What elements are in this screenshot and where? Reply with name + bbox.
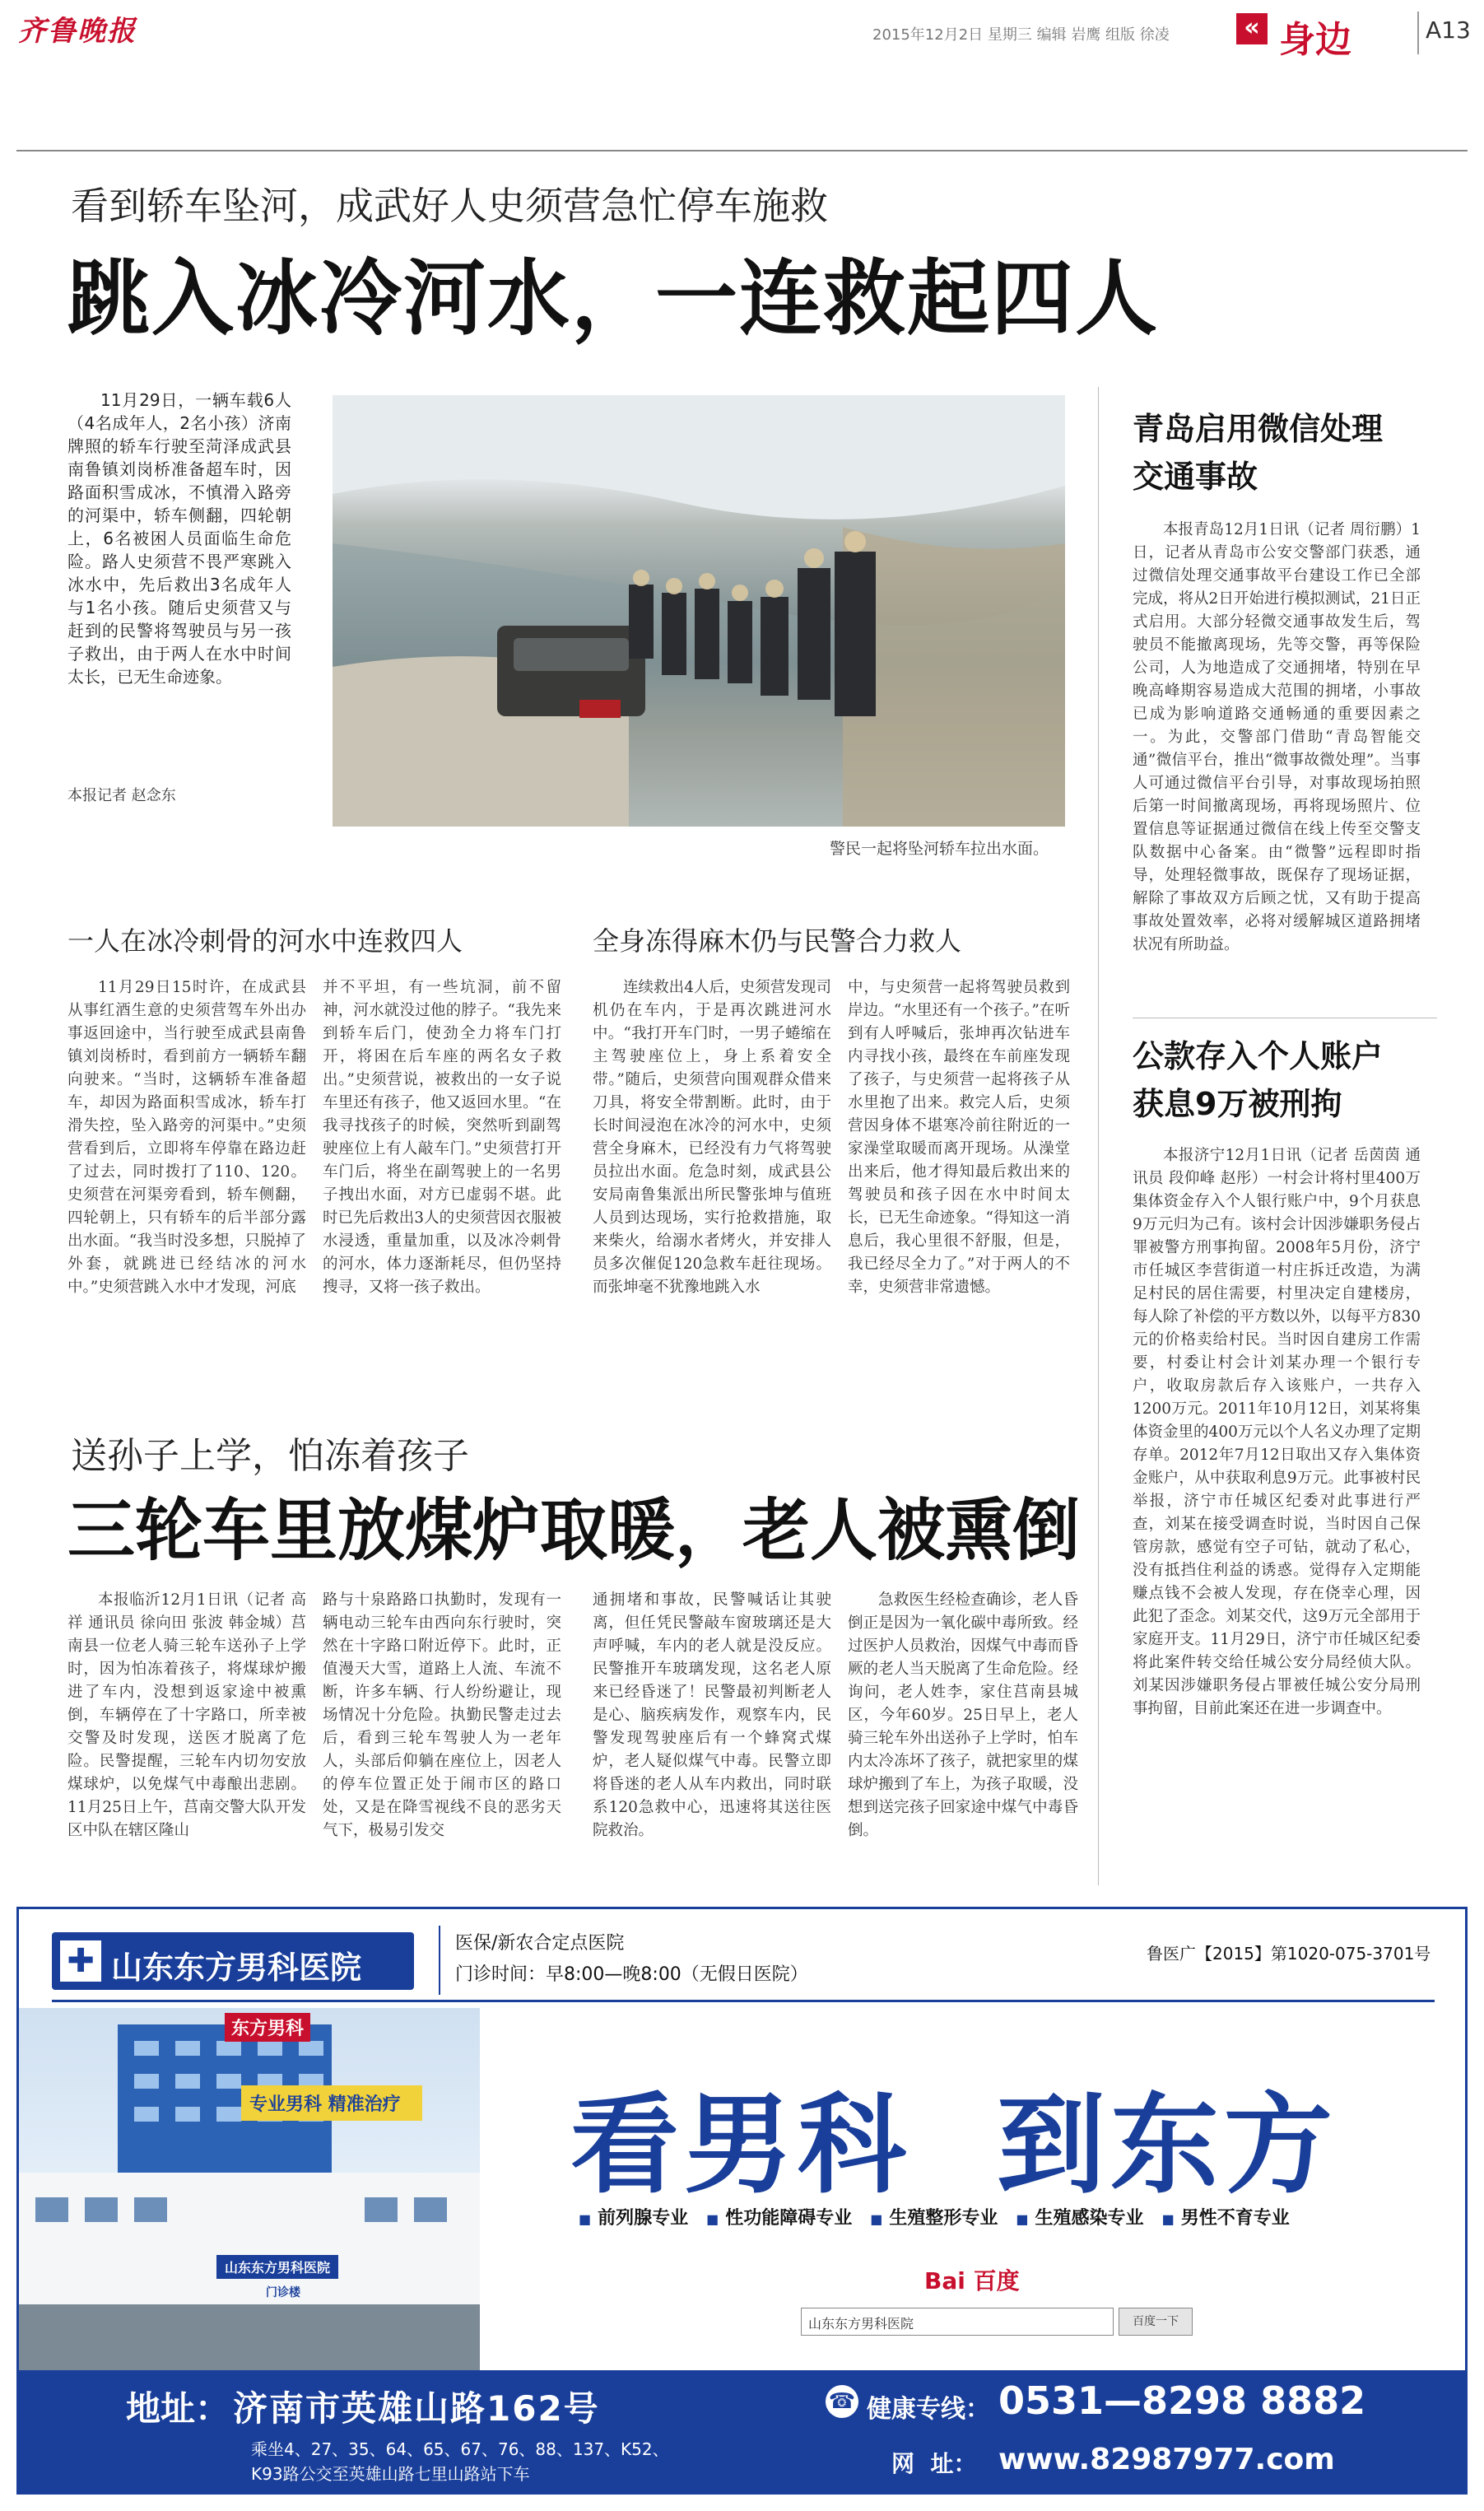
story1-byline: 本报记者 赵念东	[67, 787, 176, 804]
newspaper-logo: 齐鲁晚报	[18, 15, 137, 48]
chevron-left-icon: «	[1236, 13, 1268, 44]
photo-caption: 警民一起将坠河轿车拉出水面。	[830, 840, 1049, 858]
address: 济南市英雄山路162号	[233, 2388, 600, 2429]
story1-column-1	[67, 976, 306, 1301]
section-title: 身边	[1279, 19, 1351, 61]
story1-subhead-2: 全身冻得麻木仍与民警合力救人	[593, 925, 962, 957]
rescue-photo-illustration	[333, 395, 1065, 827]
baidu-logo: Bai 百度	[924, 2267, 1020, 2294]
story2-kicker: 送孙子上学，怕冻着孩子	[71, 1435, 469, 1477]
phone-icon: ☎	[826, 2385, 858, 2418]
search-button[interactable]: 百度一下	[1119, 2308, 1193, 2336]
paragraph: 通拥堵和事故，民警喊话让其驶离，但任凭民警敲车窗玻璃还是大声呼喊，车内的老人就是没反应。民警推开车玻璃发现，这名老人原来已经昏迷了！民警最初判断老人是心、脑疾病发作，观察车内，民警发现驾驶座后有一个蜂窝式煤炉，老人疑似煤气中毒。民警立即将昏迷的老人从车内救出，同时联系120急救中心，迅速将其送往医院救治。	[593, 1591, 831, 1839]
side2-text: 本报济宁12月1日讯（记者 岳茵茵 通讯员 段仰峰 赵彤）一村会计将村里400万集体资金存入个人银行账户中，9个月获息9万元归为己有。该村会计因涉嫌职务侵占罪被警方刑事拘留。2008年5月份，济宁市任城区李营街道一村庄拆迁改造，为满足村民的居住需要，村里决定自建楼房，每人除了补偿的平方数以外，以每平方830元的价格卖给村民。当时因自建房工作需要，村委让村会计刘某办理一个银行专户，收取房款后存入该账户，一共存入1200万元。2011年10月12日，刘某将集体资金里的400万元以个人名义办理了定期存单。2012年7月12日取出又存入集体资金账户，从中获取利息9万元。此事被村民举报，济宁市任城区纪委对此事进行严查，刘某在接受调查时说，当时因自己保管房款，感觉有空子可钻，就动了私心，没有抵挡住利益的诱惑。觉得存入定期能赚点钱不会被人发现，存在侥幸心理，因此犯了歪念。刘某交代，这9万元全部用于家庭开支。11月29日，济宁市任城区纪委将此案件转交给任城公安分局经侦大队。刘某因涉嫌职务侵占罪被任城公安分局刑事拘留，目前此案还在进一步调查中。	[1133, 1147, 1421, 1717]
address-label: 地址：	[126, 2388, 230, 2429]
paragraph: 急救医生经检查确诊，老人昏倒正是因为一氧化碳中毒所致。经过医护人员救治，因煤气中毒而昏厥的老人当天脱离了生命危险。经询问，老人姓李，家住莒南县城区，今年60岁。25日早上，老人骑三轮车外出送孙子上学时，怕车内太冷冻坏了孩子，就把家里的煤球炉搬到了车上，为孩子取暖，没想到送完孩子回家途中煤气中毒昏倒。	[848, 1591, 1078, 1839]
paragraph: 本报临沂12月1日讯（记者 高祥 通讯员 徐向田 张波 韩金城）莒南县一位老人骑三轮车送孙子上学时，因为怕冻着孩子，将煤球炉搬进了车内，没想到返家途中被熏倒，车辆停在了十字路口，所幸被交警及时发现，送医才脱离了危险。民警提醒，三轮车内切勿安放煤球炉，以免煤气中毒酿出悲剧。11月25日上午，莒南交警大队开发区中队在辖区隆山	[67, 1591, 306, 1839]
date-line: 2015年12月2日 星期三 编辑 岩鹰 组版 徐凌	[872, 26, 1170, 44]
story1-kicker: 看到轿车坠河，成武好人史须营急忙停车施救	[71, 184, 828, 228]
page-number: A13	[1426, 16, 1471, 44]
search-input[interactable]: 山东东方男科医院	[808, 2316, 914, 2332]
side2-headline: 公款存入个人账户获息9万被刑拘	[1133, 1038, 1384, 1122]
ad-feature: ■ 生殖感染专业	[1016, 2204, 1143, 2229]
bus-route-line-2: K93路公交至英雄山路七里山路站下车	[251, 2464, 530, 2484]
masthead-rule	[16, 150, 1468, 151]
ad-feature: ■ 性功能障碍专业	[706, 2204, 852, 2229]
search-box[interactable]	[801, 2308, 1114, 2336]
side1-headline: 青岛启用微信处理交通事故	[1133, 411, 1384, 495]
story2-column-2	[323, 1589, 561, 1844]
paragraph: 中，与史须营一起将驾驶员救到岸边。“水里还有一个孩子。”在听到有人呼喊后，张坤再次钻进车内寻找小孩，最终在车前座发现了孩子，与史须营一起将孩子从水里抱了出来。救完人后，史须营因身体不堪寒冷前往附近的一家澡堂取暖而离开现场。从澡堂出来后，他才得知最后救出来的驾驶员和孩子因在水中时间太长，已无生命迹象。“得知这一消息后，我心里很不舒服，但是，我已经尽全力了。”对于两人的不幸，史须营非常遗憾。	[848, 979, 1070, 1296]
ad-hours: 门诊时间：早8:00—晚8:00（无假日医院）	[455, 1964, 808, 1985]
masthead	[0, 0, 1484, 68]
story1-column-2	[323, 976, 561, 1301]
ad-insurance: 医保/新农合定点医院	[455, 1933, 625, 1954]
paragraph: 路与十泉路路口执勤时，发现有一辆电动三轮车由西向东行驶时，突然在十字路口附近停下。此时，正值漫天大雪，道路上人流、车流不断，许多车辆、行人纷纷避让，现场情况十分危险。执勤民警走过去后，看到三轮车驾驶人为一老年人，头部后仰躺在座位上，因老人的停车位置正处于闹市区的路口处，又是在降雪视线不良的恶劣天气下，极易引发交	[323, 1591, 561, 1839]
ad-bottom-bar	[19, 2370, 1468, 2495]
section-tab	[1236, 10, 1409, 61]
paragraph: 11月29日15时许，在成武县从事红酒生意的史须营驾车外出办事返回途中，当行驶至成武县南鲁镇刘岗桥时，看到前方一辆轿车翻向驶来。“当时，这辆轿车准备超车，却因为路面积雪成冰，轿车打滑失控，坠入路旁的河渠中。”史须营看到后，立即将车停靠在路边赶了过去，同时拨打了110、120。史须营在河渠旁看到，轿车侧翻，四轮朝上，只有轿车的后半部分露出水面。“我当时没多想，只脱掉了外套，就跳进已经结冰的河水中。”史须营跳入水中才发现，河底	[67, 979, 306, 1296]
story1-subhead-1: 一人在冰冷刺骨的河水中连救四人	[67, 925, 463, 957]
ad-top-divider	[439, 1926, 440, 1995]
ad-slogan: 看男科 到东方	[570, 2082, 1337, 2209]
ad-logo-block	[52, 1932, 414, 1990]
hotline-label: 健康专线：	[867, 2395, 990, 2424]
story2-column-4	[848, 1589, 1078, 1844]
building-sign: 东方男科	[225, 2013, 310, 2042]
hospital-ad	[16, 1907, 1468, 2495]
website-link[interactable]: www.82987977.com	[998, 2443, 1335, 2476]
story2-column-3	[593, 1589, 831, 1844]
story2-column-1	[67, 1589, 306, 1844]
hospital-cross-icon: ✚	[60, 1940, 101, 1982]
ad-license: 鲁医广【2015】第1020-075-3701号	[1147, 1944, 1431, 1964]
building-banner: 专业男科 精准治疗	[241, 2085, 422, 2121]
bus-route-line-1: 乘坐4、27、35、64、65、67、76、88、137、K52、	[251, 2439, 669, 2459]
story1-column-4	[848, 976, 1070, 1301]
rescue-photo	[333, 395, 1065, 827]
ad-feature: ■ 前列腺专业	[579, 2204, 688, 2229]
ad-feature: ■ 生殖整形专业	[870, 2204, 998, 2229]
building-name-sign: 山东东方男科医院	[216, 2255, 338, 2279]
hotline-number: 0531—8298 8882	[998, 2378, 1366, 2423]
hospital-name: 山东东方男科医院	[111, 1950, 362, 1986]
paragraph: 连续救出4人后，史须营发现司机仍在车内，于是再次跳进河水中。“我打开车门时，一男子蜷缩在主驾驶座位上，身上系着安全带。”随后，史须营向围观群众借来刀具，将安全带割断。此时，由于长时间浸泡在冰冷的河水中，史须营全身麻木，已经没有力气将驾驶员拉出水面。危急时刻，成武县公安局南鲁集派出所民警张坤与值班人员到达现场，实行抢救措施，取来柴火，给溺水者烤火，并安排人员多次催促120急救车赶往现场。而张坤毫不犹豫地跳入水	[593, 979, 831, 1296]
hospital-building-image	[19, 2008, 480, 2370]
website-label: 网 址：	[891, 2450, 977, 2477]
side1-text: 本报青岛12月1日讯（记者 周衍鹏）1日，记者从青岛市公安交警部门获悉，通过微信处理交通事故平台建设工作已全部完成，将从2日开始进行模拟测试，21日正式启用。大部分轻微交通事故发生后，驾驶员不能撤离现场，先等交警，再等保险公司，人为地造成了交通拥堵，特别在早晚高峰期容易造成大范围的拥堵，小事故已成为影响道路交通畅通的重要因素之一。为此，交警部门借助“青岛智能交通”微信平台，推出“微事故微处理”。当事人可通过微信平台引导，对事故现场拍照后第一时间撤离现场，再将现场照片、位置信息等证据通过微信在线上传至交警支队数据中心备案。由“微警”远程即时指导，处理轻微事故，既保存了现场证据，解除了事故双方后顾之忧，又有助于提高事故处置效率，必将对缓解城区道路拥堵状况有所助益。	[1133, 521, 1421, 953]
masthead-divider	[1417, 12, 1419, 54]
story2-headline: 三轮车里放煤炉取暖，老人被熏倒	[67, 1492, 1081, 1570]
ad-top-rule	[52, 2000, 1435, 2002]
right-column-rule	[1098, 387, 1099, 1885]
ad-feature-list	[579, 2204, 1468, 2229]
story1-column-3	[593, 976, 831, 1301]
story1-lead: 11月29日，一辆车载6人（4名成年人，2名小孩）济南牌照的轿车行驶至菏泽成武县南鲁镇刘岗桥准备超车时，因路面积雪成冰，不慎滑入路旁的河渠中，轿车侧翻，四轮朝上，6名被困人员面临生命危险。路人史须营不畏严寒跳入冰水中，先后救出3名成年人与1名小孩。随后史须营又与赶到的民警将驾驶员与另一孩子救出，由于两人在水中时间太长，已无生命迹象。	[67, 390, 291, 687]
building-door-sign: 门诊楼	[266, 2286, 300, 2299]
ad-feature: ■ 男性不育专业	[1162, 2204, 1290, 2229]
paragraph: 并不平坦，有一些坑洞，前不留神，河水就没过他的脖子。“我先来到轿车后门，使劲全力将车门打开，将困在后车座的两名女子救出。”史须营说，被救出的一女子说车里还有孩子，他又返回水里。“在我寻找孩子的时候，突然听到副驾驶座位上有人敲车门。”史须营打开车门后，将坐在副驾驶上的一名男子拽出水面，对方已虚弱不堪。此时已先后救出3人的史须营因衣服被水浸透，重量加重，以及冰冷刺骨的河水，体力逐渐耗尽，但仍坚持搜寻，又将一孩子救出。	[323, 979, 561, 1296]
story1-headline: 跳入冰冷河水，一连救起四人	[67, 250, 1159, 347]
